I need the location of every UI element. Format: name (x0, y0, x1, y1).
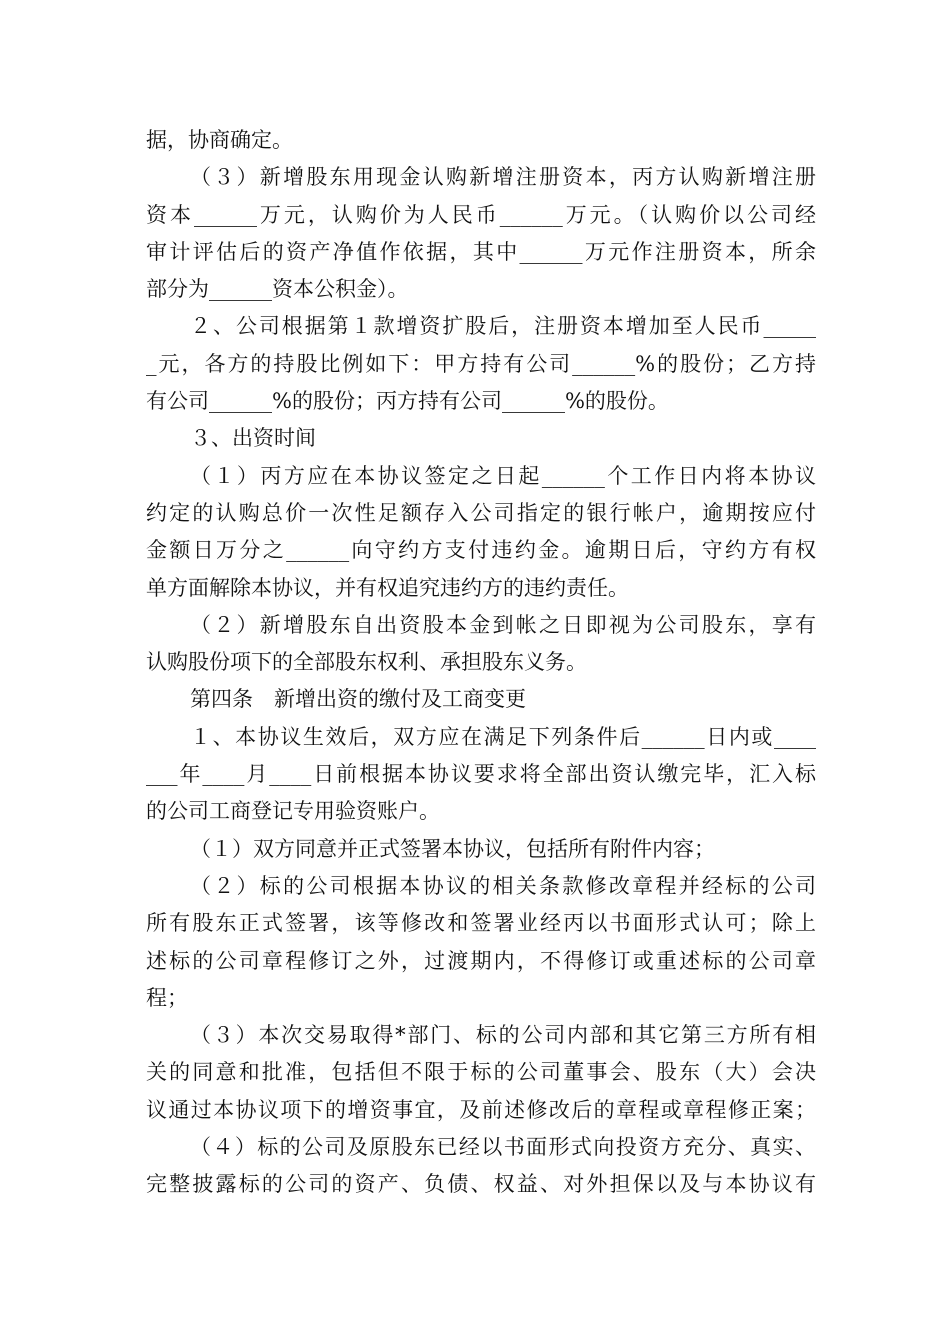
text-line: 有公司______%的股份；丙方持有公司______%的股份。 (146, 389, 669, 414)
text-line: 的公司工商登记专用验资账户。 (146, 799, 440, 824)
text-line: 部分为______资本公积金）。 (146, 277, 409, 302)
text-line: 约定的认购总价一次性足额存入公司指定的银行帐户，逾期按应付 (146, 500, 816, 525)
text-line: （２）标的公司根据本协议的相关条款修改章程并经标的公司 (190, 873, 816, 898)
text-line: 议通过本协议项下的增资事宜，及前述修改后的章程或章程修正案； (146, 1097, 816, 1122)
text-line: 据，协商确定。 (146, 128, 293, 152)
text-line: （１）双方同意并正式签署本协议，包括所有附件内容； (190, 836, 715, 861)
text-line: （４）标的公司及原股东已经以书面形式向投资方充分、真实、 (190, 1135, 816, 1160)
text-line: 述标的公司章程修订之外，过渡期内，不得修订或重述标的公司章 (146, 948, 816, 973)
text-line: ２、公司根据第１款增资扩股后，注册资本增加至人民币_____ (190, 314, 816, 339)
text-line: 程； (146, 985, 188, 1010)
text-line: 审计评估后的资产净值作依据，其中______万元作注册资本，所余 (146, 239, 816, 264)
text-line: 完整披露标的公司的资产、负债、权益、对外担保以及与本协议有 (146, 1172, 816, 1197)
text-line: 所有股东正式签署，该等修改和签署业经丙以书面形式认可；除上 (146, 911, 816, 936)
text-line: 资本______万元，认购价为人民币______万元。（认购价以公司经 (146, 202, 816, 227)
text-line: 认购股份项下的全部股东权利、承担股东义务。 (146, 650, 587, 675)
document-body (146, 122, 816, 1204)
text-line: 关的同意和批准，包括但不限于标的公司董事会、股东（大）会决 (146, 1060, 816, 1085)
text-line: ___年____月____日前根据本协议要求将全部出资认缴完毕，汇入标 (146, 762, 816, 787)
text-line: （１）丙方应在本协议签定之日起______个工作日内将本协议 (190, 463, 816, 488)
text-line: 金额日万分之______向守约方支付违约金。逾期日后，守约方有权 (146, 538, 816, 563)
text-line: （２）新增股东自出资股本金到帐之日即视为公司股东，享有 (190, 612, 816, 637)
text-line: １、本协议生效后，双方应在满足下列条件后______日内或____ (190, 724, 816, 749)
text-line: （３）新增股东用现金认购新增注册资本，丙方认购新增注册 (190, 165, 816, 190)
text-line: （３）本次交易取得*部门、标的公司内部和其它第三方所有相 (190, 1023, 816, 1048)
text-line: 第四条 新增出资的缴付及工商变更 (190, 687, 526, 712)
text-line: ３、出资时间 (190, 426, 316, 451)
text-line: _元，各方的持股比例如下：甲方持有公司______%的股份；乙方持 (146, 351, 816, 376)
text-line: 单方面解除本协议，并有权追究违约方的违约责任。 (146, 575, 629, 600)
